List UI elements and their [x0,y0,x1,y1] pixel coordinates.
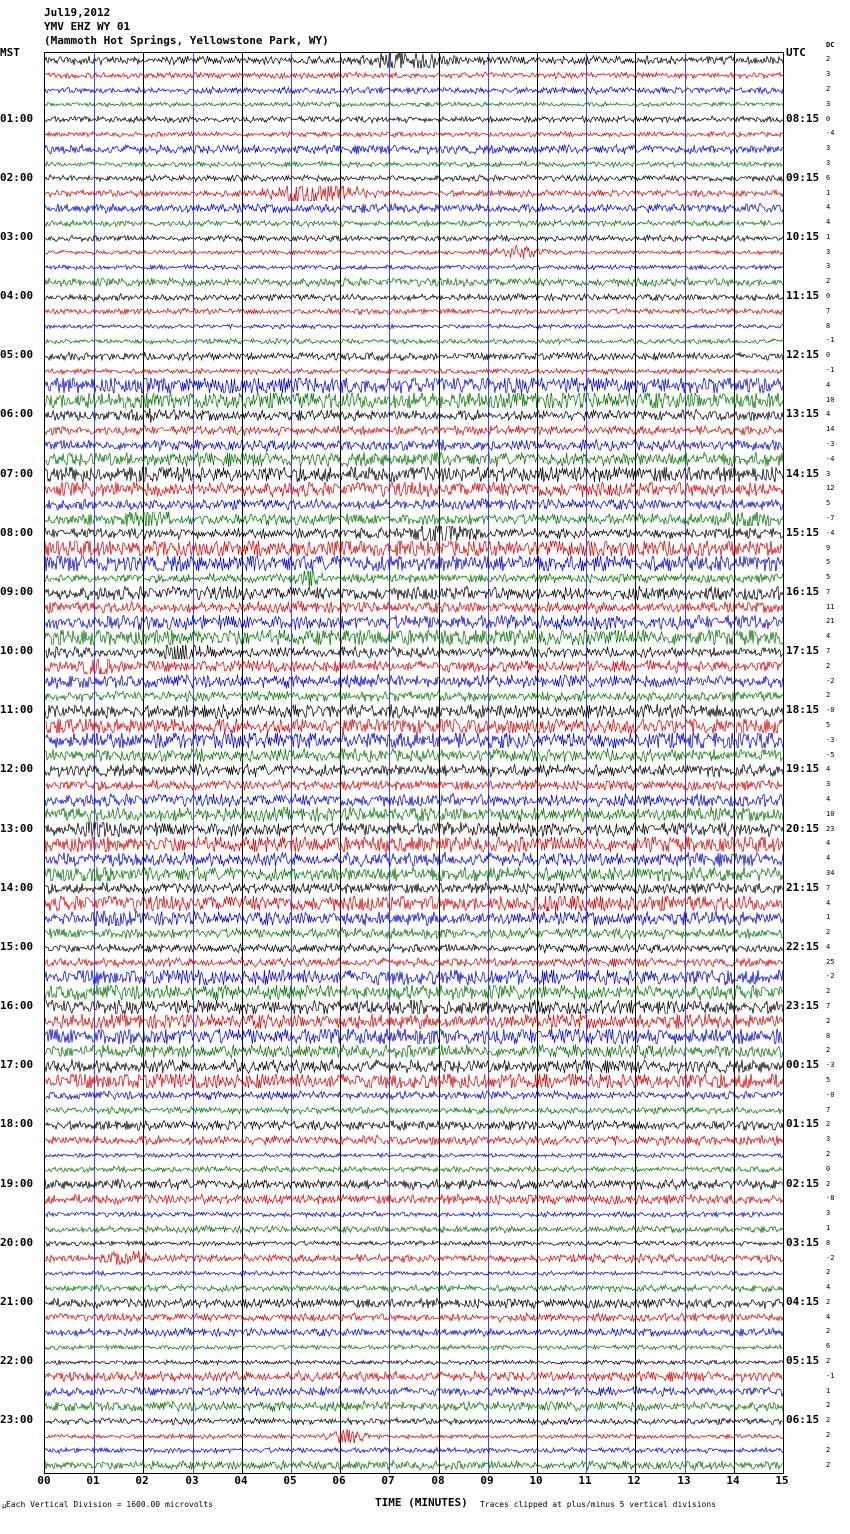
trace-row [45,1044,783,1059]
trace-row [45,112,783,127]
trace-row [45,349,783,364]
trace-row [45,260,783,275]
dc-offset-value: 3 [826,262,831,271]
trace-row [45,452,783,467]
dc-offset-value: 2 [826,987,831,996]
trace-row [45,393,783,408]
dc-offset-value: 8 [826,321,831,330]
dc-offset-value: -7 [826,513,835,522]
trace-row [45,1103,783,1118]
dc-offset-value: 0 [826,114,831,123]
axis-label-mst: MST [0,46,20,59]
trace-row [45,127,783,142]
dc-offset-value: 2 [826,1149,831,1158]
utc-time-label: 18:15 [786,703,820,717]
x-tick-14: 14 [726,1474,740,1487]
dc-offset-value: 1 [826,1223,831,1232]
trace-row [45,645,783,660]
dc-offset-value: 7 [826,647,831,656]
utc-time-label: 10:15 [786,229,820,243]
trace-row [45,778,783,793]
utc-time-label: 09:15 [786,170,820,184]
trace-row [45,719,783,734]
dc-offset-value: -4 [826,528,835,537]
dc-offset-value: 1 [826,232,831,241]
dc-offset-value: 4 [826,410,831,419]
x-tick-01: 01 [86,1474,100,1487]
mst-time-label: 13:00 [0,821,34,835]
trace-row [45,630,783,645]
utc-time-label: 12:15 [786,348,820,362]
utc-time-label: 20:15 [786,821,820,835]
trace-row [45,1014,783,1029]
dc-offset-value: 2 [826,1179,831,1188]
mst-time-label: 20:00 [0,1235,34,1249]
trace-row [45,1000,783,1015]
dc-offset-value: 3 [826,158,831,167]
mst-time-label: 23:00 [0,1413,34,1427]
dc-offset-value: 5 [826,573,831,582]
trace-row [45,1133,783,1148]
dc-offset-value: 0 [826,1164,831,1173]
dc-offset-value: 0 [826,292,831,301]
mst-time-label: 11:00 [0,703,34,717]
utc-time-label: 14:15 [786,466,820,480]
trace-row [45,659,783,674]
trace-row [45,231,783,246]
dc-offset-value: 11 [826,602,835,611]
trace-row [45,1340,783,1355]
dc-offset-value: 7 [826,1002,831,1011]
dc-offset-value: 7 [826,883,831,892]
dc-offset-value: 2 [826,55,831,64]
x-tick-06: 06 [332,1474,346,1487]
dc-offset-value: 3 [826,1135,831,1144]
trace-row [45,1118,783,1133]
mst-time-label: 04:00 [0,289,34,303]
dc-offset-value: -3 [826,439,835,448]
dc-offset-value: 2 [826,1460,831,1469]
x-tick-07: 07 [381,1474,395,1487]
utc-time-label: 05:15 [786,1354,820,1368]
trace-row [45,1266,783,1281]
trace-row [45,482,783,497]
dc-offset-value: -4 [826,129,835,138]
header-station: YMV EHZ WY 01 [44,20,131,33]
trace-row [45,985,783,1000]
trace-row [45,423,783,438]
dc-offset-value: 5 [826,1076,831,1085]
trace-row [45,171,783,186]
header-date: Jul19,2012 [44,6,111,19]
dc-offset-value: -1 [826,336,835,345]
dc-offset-value: 12 [826,484,835,493]
mst-time-label: 03:00 [0,229,34,243]
dc-offset-value: -1 [826,1371,835,1380]
trace-row [45,941,783,956]
dc-offset-value: -2 [826,1253,835,1262]
trace-row [45,1162,783,1177]
dc-offset-value: 2 [826,277,831,286]
dc-offset-value: 5 [826,721,831,730]
trace-row [45,1369,783,1384]
trace-row [45,1458,783,1473]
mst-time-label: 21:00 [0,1294,34,1308]
x-axis-ticks [37,1474,789,1488]
axis-label-utc: UTC [786,46,806,59]
utc-time-label: 19:15 [786,762,820,776]
trace-row [45,364,783,379]
x-tick-12: 12 [627,1474,641,1487]
dc-offset-value: -0 [826,1090,835,1099]
mst-time-label: 02:00 [0,170,34,184]
dc-offset-value: 4 [826,794,831,803]
dc-offset-value: 23 [826,824,835,833]
dc-offset-value: 10 [826,809,835,818]
dc-offset-value: 2 [826,1431,831,1440]
mst-time-label: 14:00 [0,880,34,894]
dc-offset-value: 0 [826,351,831,360]
scale-note: Each Vertical Division = 1600.00 microvolts [6,1500,214,1509]
x-tick-00: 00 [37,1474,51,1487]
trace-row [45,512,783,527]
dc-offset-value: 2 [826,1268,831,1277]
dc-offset-value: -0 [826,706,835,715]
utc-time-label: 04:15 [786,1294,820,1308]
mst-time-label: 08:00 [0,525,34,539]
dc-offset-value: 2 [826,1046,831,1055]
trace-row [45,290,783,305]
mst-time-label: 05:00 [0,348,34,362]
x-tick-03: 03 [185,1474,199,1487]
trace-row [45,556,783,571]
trace-row [45,615,783,630]
mst-time-label: 01:00 [0,111,34,125]
dc-offset-value: 7 [826,587,831,596]
dc-offset-value: 2 [826,661,831,670]
mst-time-label: 10:00 [0,644,34,658]
trace-row [45,1429,783,1444]
trace-row [45,763,783,778]
utc-time-label: 16:15 [786,584,820,598]
dc-offset-value: 4 [826,1312,831,1321]
dc-offset-value: 9 [826,543,831,552]
trace-row [45,1414,783,1429]
dc-offset-value: 3 [826,144,831,153]
x-axis-title: TIME (MINUTES) [375,1496,468,1509]
utc-time-label: 08:15 [786,111,820,125]
trace-row [45,807,783,822]
trace-row [45,245,783,260]
trace-row [45,600,783,615]
mst-time-label: 09:00 [0,584,34,598]
dc-offset-value: 2 [826,1120,831,1129]
trace-row [45,674,783,689]
trace-row [45,748,783,763]
dc-offset-value: -8 [826,1194,835,1203]
axis-label-dc: DC [826,41,835,49]
dc-offset-value: 2 [826,1327,831,1336]
trace-row [45,793,783,808]
dc-offset-value: 1 [826,913,831,922]
trace-row [45,1029,783,1044]
seismogram-plot [44,52,784,1474]
dc-offset-value: -2 [826,972,835,981]
x-tick-15: 15 [775,1474,789,1487]
clip-note: Traces clipped at plus/minus 5 vertical divisions [480,1500,717,1509]
dc-offset-value: 1 [826,188,831,197]
utc-time-label: 11:15 [786,289,820,303]
trace-row [45,1296,783,1311]
trace-row [45,733,783,748]
mst-time-label: 07:00 [0,466,34,480]
dc-offset-value: 2 [826,1416,831,1425]
utc-time-label: 02:15 [786,1176,820,1190]
dc-offset-value: 3 [826,70,831,79]
mst-time-label: 18:00 [0,1117,34,1131]
mst-time-label: 22:00 [0,1354,34,1368]
trace-row [45,53,783,68]
mst-time-label: 16:00 [0,999,34,1013]
utc-time-label: 21:15 [786,880,820,894]
dc-offset-value: 21 [826,617,835,626]
x-tick-08: 08 [431,1474,445,1487]
dc-offset-value: 3 [826,780,831,789]
dc-offset-value: 2 [826,1297,831,1306]
trace-row [45,1074,783,1089]
mst-time-label: 19:00 [0,1176,34,1190]
trace-row [45,216,783,231]
dc-offset-value: 2 [826,1357,831,1366]
utc-time-label: 17:15 [786,644,820,658]
dc-offset-value: 4 [826,942,831,951]
utc-time-label: 22:15 [786,939,820,953]
trace-row [45,275,783,290]
dc-offset-value: 4 [826,218,831,227]
x-tick-10: 10 [529,1474,543,1487]
trace-row [45,1384,783,1399]
dc-offset-value: 5 [826,499,831,508]
trace-row [45,1059,783,1074]
trace-row [45,438,783,453]
trace-row [45,1177,783,1192]
dc-offset-value: 1 [826,1386,831,1395]
trace-row [45,926,783,941]
trace-row [45,378,783,393]
utc-time-label: 15:15 [786,525,820,539]
dc-offset-value: 4 [826,765,831,774]
dc-offset-value: 7 [826,1105,831,1114]
dc-offset-value: 25 [826,957,835,966]
trace-row [45,1088,783,1103]
trace-row [45,852,783,867]
utc-time-label: 00:15 [786,1058,820,1072]
dc-offset-value: 3 [826,99,831,108]
trace-row [45,1236,783,1251]
dc-offset-value: 5 [826,558,831,567]
dc-offset-value: 4 [826,839,831,848]
dc-offset-value: 4 [826,203,831,212]
dc-offset-value: 4 [826,854,831,863]
trace-row [45,1148,783,1163]
dc-offset-value: 4 [826,632,831,641]
x-tick-13: 13 [677,1474,691,1487]
dc-offset-value: 8 [826,1031,831,1040]
trace-row [45,955,783,970]
trace-row [45,911,783,926]
dc-offset-value: -4 [826,454,835,463]
trace-row [45,896,783,911]
dc-offset-value: 2 [826,1016,831,1025]
trace-row [45,541,783,556]
trace-row [45,867,783,882]
trace-row [45,319,783,334]
trace-row [45,881,783,896]
dc-offset-value: 14 [826,425,835,434]
dc-offset-value: 4 [826,898,831,907]
dc-offset-value: 2 [826,1401,831,1410]
x-tick-11: 11 [578,1474,592,1487]
utc-time-label: 01:15 [786,1117,820,1131]
trace-row [45,970,783,985]
trace-row [45,142,783,157]
trace-row [45,526,783,541]
trace-row [45,68,783,83]
dc-offset-value: 6 [826,173,831,182]
dc-offset-value: 3 [826,1209,831,1218]
utc-time-label: 13:15 [786,407,820,421]
mst-time-label: 12:00 [0,762,34,776]
utc-time-label: 06:15 [786,1413,820,1427]
trace-row [45,97,783,112]
dc-offset-value: 10 [826,395,835,404]
trace-row [45,334,783,349]
trace-row [45,1325,783,1340]
trace-row [45,1222,783,1237]
utc-time-label: 03:15 [786,1235,820,1249]
dc-offset-value: -2 [826,676,835,685]
dc-offset-value: 4 [826,1283,831,1292]
trace-row [45,822,783,837]
trace-row [45,186,783,201]
x-tick-09: 09 [480,1474,494,1487]
trace-row [45,83,783,98]
trace-row [45,157,783,172]
trace-row [45,689,783,704]
trace-row [45,304,783,319]
header-location: (Mammoth Hot Springs, Yellowstone Park, WY) [44,34,329,47]
dc-offset-value: 7 [826,306,831,315]
trace-row [45,467,783,482]
mst-time-label: 15:00 [0,939,34,953]
trace-row [45,497,783,512]
dc-offset-value: -3 [826,1061,835,1070]
trace-row [45,1443,783,1458]
trace-row [45,586,783,601]
trace-row [45,1355,783,1370]
trace-row [45,571,783,586]
x-tick-02: 02 [135,1474,149,1487]
dc-offset-value: 6 [826,1342,831,1351]
x-tick-04: 04 [234,1474,248,1487]
dc-offset-value: 34 [826,868,835,877]
trace-row [45,1399,783,1414]
dc-offset-value: -3 [826,735,835,744]
micro-symbol: μ [2,1502,7,1510]
mst-time-label: 06:00 [0,407,34,421]
dc-offset-value: 4 [826,380,831,389]
utc-time-label: 23:15 [786,999,820,1013]
trace-row [45,837,783,852]
dc-offset-value: -5 [826,750,835,759]
mst-time-label: 17:00 [0,1058,34,1072]
trace-row [45,1192,783,1207]
trace-row [45,1281,783,1296]
trace-row [45,704,783,719]
dc-offset-value: 2 [826,928,831,937]
dc-offset-value: 3 [826,247,831,256]
trace-row [45,408,783,423]
dc-offset-value: -1 [826,366,835,375]
trace-row [45,1207,783,1222]
trace-row [45,1251,783,1266]
dc-offset-value: 8 [826,1238,831,1247]
dc-offset-value: 3 [826,469,831,478]
dc-offset-value: 2 [826,1445,831,1454]
dc-offset-value: 2 [826,84,831,93]
trace-row [45,201,783,216]
dc-offset-value: 2 [826,691,831,700]
x-tick-05: 05 [283,1474,297,1487]
trace-row [45,1310,783,1325]
